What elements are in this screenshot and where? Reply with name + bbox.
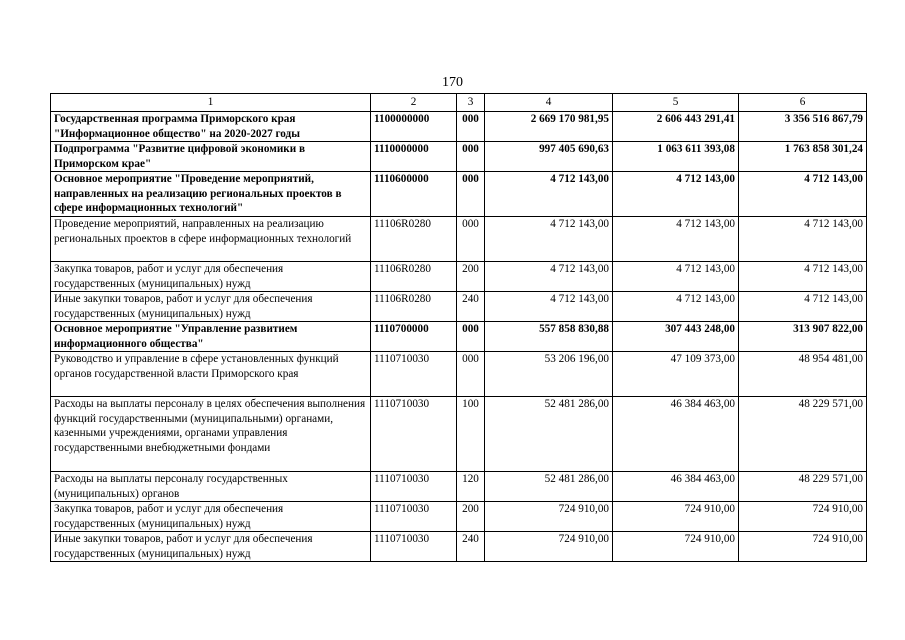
row-name-cell: Расходы на выплаты персоналу в целях обеспечения выполнения функций государственными (муниципальными) органами, казенными учреждениями, органами управления государственными внебюджетными фондами	[51, 397, 371, 472]
table-row	[51, 397, 867, 472]
row-amount-5-cell: 1 063 611 393,08	[613, 142, 739, 172]
row-code-cell: 1110600000	[371, 172, 457, 217]
row-code-cell: 11106R0280	[371, 292, 457, 322]
row-amount-6-cell: 4 712 143,00	[739, 217, 867, 262]
row-code-cell: 1110710030	[371, 472, 457, 502]
row-code-cell: 1110000000	[371, 142, 457, 172]
row-name-cell: Проведение мероприятий, направленных на реализацию региональных проектов в сфере информационных технологий	[51, 217, 371, 262]
row-code-cell: 1110700000	[371, 322, 457, 352]
table-row	[51, 472, 867, 502]
row-code-cell: 1110710030	[371, 352, 457, 397]
row-name-cell: Руководство и управление в сфере установленных функций органов государственной власти Приморского края	[51, 352, 371, 397]
row-amount-6-cell: 724 910,00	[739, 502, 867, 532]
row-amount-5-cell: 47 109 373,00	[613, 352, 739, 397]
row-expense-type-cell: 200	[457, 502, 485, 532]
column-header-expense-type: 3	[457, 94, 485, 112]
table-row	[51, 217, 867, 262]
row-amount-6-cell: 48 229 571,00	[739, 472, 867, 502]
table-row	[51, 292, 867, 322]
row-amount-4-cell: 4 712 143,00	[485, 217, 613, 262]
row-amount-5-cell: 724 910,00	[613, 532, 739, 562]
row-name-cell: Государственная программа Приморского края "Информационное общество" на 2020-2027 годы	[51, 112, 371, 142]
table-row	[51, 352, 867, 397]
table-row	[51, 502, 867, 532]
row-amount-4-cell: 52 481 286,00	[485, 397, 613, 472]
row-amount-6-cell: 3 356 516 867,79	[739, 112, 867, 142]
row-amount-5-cell: 4 712 143,00	[613, 292, 739, 322]
row-name-cell: Основное мероприятие "Управление развитием информационного общества"	[51, 322, 371, 352]
row-amount-4-cell: 724 910,00	[485, 502, 613, 532]
row-expense-type-cell: 000	[457, 172, 485, 217]
row-expense-type-cell: 100	[457, 397, 485, 472]
row-amount-4-cell: 4 712 143,00	[485, 292, 613, 322]
table-header-row	[51, 94, 867, 112]
row-amount-6-cell: 4 712 143,00	[739, 292, 867, 322]
row-amount-5-cell: 307 443 248,00	[613, 322, 739, 352]
budget-table	[50, 93, 867, 562]
row-amount-5-cell: 4 712 143,00	[613, 262, 739, 292]
table-row	[51, 112, 867, 142]
row-expense-type-cell: 000	[457, 352, 485, 397]
table-body	[51, 112, 867, 562]
row-code-cell: 11106R0280	[371, 262, 457, 292]
table-row	[51, 142, 867, 172]
table-row	[51, 322, 867, 352]
row-expense-type-cell: 000	[457, 112, 485, 142]
table-row	[51, 262, 867, 292]
row-name-cell: Основное мероприятие "Проведение мероприятий, направленных на реализацию региональных проектов в сфере информационных технологий"	[51, 172, 371, 217]
row-code-cell: 1110710030	[371, 397, 457, 472]
row-amount-5-cell: 46 384 463,00	[613, 397, 739, 472]
column-header-name: 1	[51, 94, 371, 112]
row-expense-type-cell: 240	[457, 292, 485, 322]
row-amount-4-cell: 2 669 170 981,95	[485, 112, 613, 142]
row-expense-type-cell: 120	[457, 472, 485, 502]
row-name-cell: Закупка товаров, работ и услуг для обеспечения государственных (муниципальных) нужд	[51, 262, 371, 292]
row-amount-5-cell: 4 712 143,00	[613, 217, 739, 262]
row-code-cell: 1110710030	[371, 502, 457, 532]
row-amount-6-cell: 4 712 143,00	[739, 262, 867, 292]
table-row	[51, 172, 867, 217]
row-amount-4-cell: 52 481 286,00	[485, 472, 613, 502]
row-amount-5-cell: 2 606 443 291,41	[613, 112, 739, 142]
row-amount-4-cell: 557 858 830,88	[485, 322, 613, 352]
row-amount-6-cell: 313 907 822,00	[739, 322, 867, 352]
column-header-amount-6: 6	[739, 94, 867, 112]
row-amount-5-cell: 46 384 463,00	[613, 472, 739, 502]
column-header-code: 2	[371, 94, 457, 112]
row-expense-type-cell: 000	[457, 217, 485, 262]
row-expense-type-cell: 000	[457, 142, 485, 172]
row-code-cell: 1100000000	[371, 112, 457, 142]
row-amount-4-cell: 53 206 196,00	[485, 352, 613, 397]
page-number: 170	[442, 75, 463, 90]
row-name-cell: Подпрограмма "Развитие цифровой экономики в Приморском крае"	[51, 142, 371, 172]
row-expense-type-cell: 000	[457, 322, 485, 352]
row-expense-type-cell: 200	[457, 262, 485, 292]
row-expense-type-cell: 240	[457, 532, 485, 562]
row-name-cell: Иные закупки товаров, работ и услуг для обеспечения государственных (муниципальных) нужд	[51, 292, 371, 322]
row-name-cell: Расходы на выплаты персоналу государственных (муниципальных) органов	[51, 472, 371, 502]
row-amount-5-cell: 4 712 143,00	[613, 172, 739, 217]
row-amount-4-cell: 997 405 690,63	[485, 142, 613, 172]
row-name-cell: Иные закупки товаров, работ и услуг для обеспечения государственных (муниципальных) нужд	[51, 532, 371, 562]
table-row	[51, 532, 867, 562]
row-code-cell: 1110710030	[371, 532, 457, 562]
row-amount-6-cell: 48 229 571,00	[739, 397, 867, 472]
row-name-cell: Закупка товаров, работ и услуг для обеспечения государственных (муниципальных) нужд	[51, 502, 371, 532]
row-amount-6-cell: 1 763 858 301,24	[739, 142, 867, 172]
column-header-amount-4: 4	[485, 94, 613, 112]
row-amount-4-cell: 724 910,00	[485, 532, 613, 562]
row-amount-6-cell: 724 910,00	[739, 532, 867, 562]
row-amount-4-cell: 4 712 143,00	[485, 172, 613, 217]
row-amount-6-cell: 48 954 481,00	[739, 352, 867, 397]
row-amount-5-cell: 724 910,00	[613, 502, 739, 532]
row-code-cell: 11106R0280	[371, 217, 457, 262]
column-header-amount-5: 5	[613, 94, 739, 112]
row-amount-4-cell: 4 712 143,00	[485, 262, 613, 292]
row-amount-6-cell: 4 712 143,00	[739, 172, 867, 217]
